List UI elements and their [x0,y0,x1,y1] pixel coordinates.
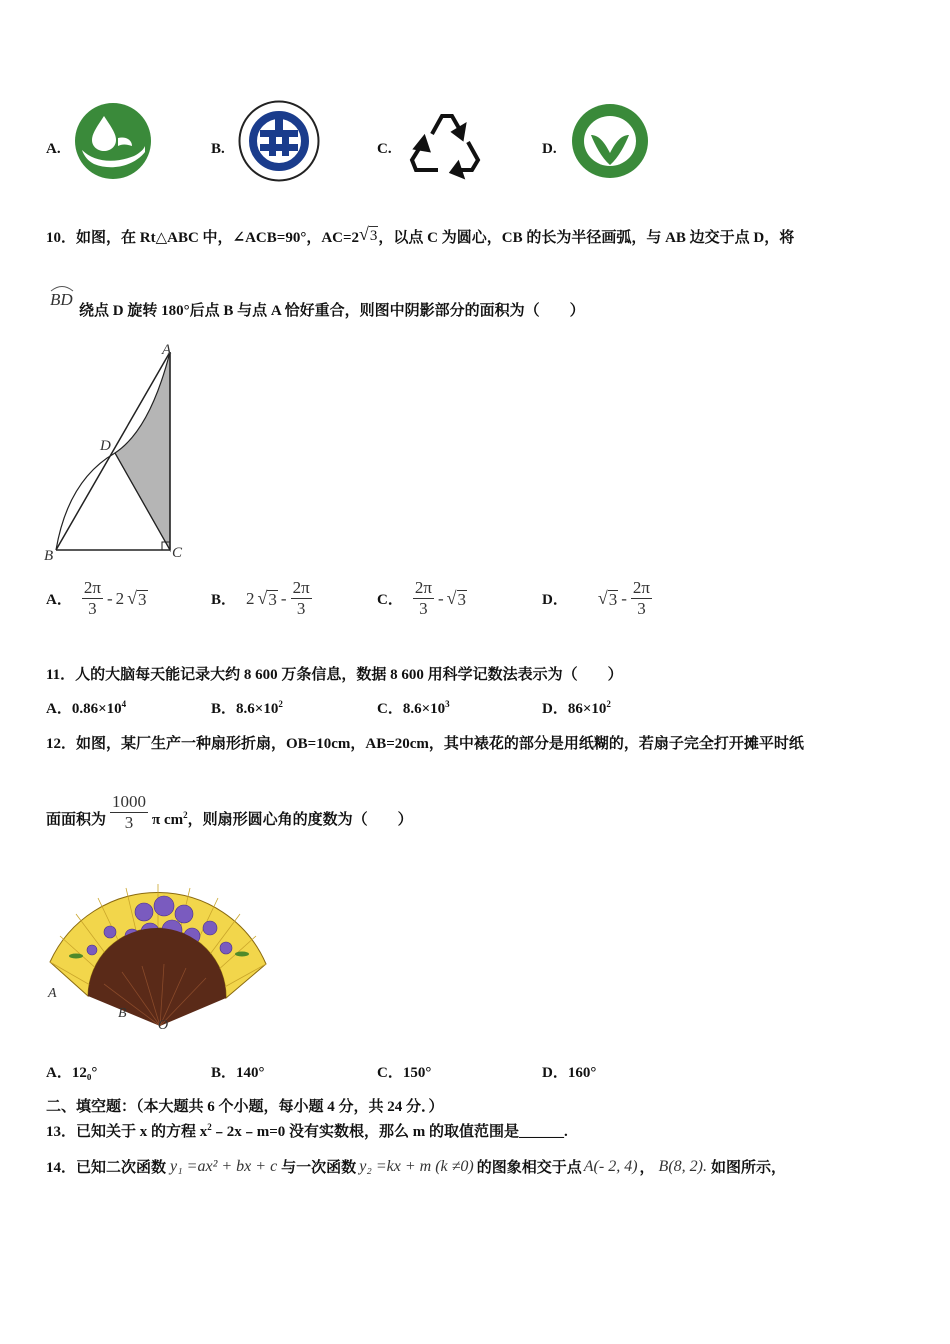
recycle-logo-icon [404,104,486,182]
q10-arc-label: BD [50,290,73,309]
q10-stem-line2: 绕点 D 旋转 180°后点 B 与点 A 恰好重合，则图中阴影部分的面积为（ ） [79,303,585,319]
q10-stem-prefix: 10．如图，在 Rt△ABC 中，∠ACB=90°，AC=2 [46,230,360,246]
railway-logo-icon [238,100,320,182]
q11-option-c[interactable]: C．$8.6\times 10^3$ [377,699,450,717]
section2-heading: 二、填空题：（本大题共 6 个小题，每小题 4 分，共 24 分．） [46,1099,444,1115]
q11-option-b[interactable]: B．$8.6\times 10^2$ [211,699,283,717]
q10-option-b-frac: $\frac{2\pi}{3}$ [292,578,310,618]
q10-stem-suffix: ，以点 C 为圆心，CB 的长为半径画弧，与 AB 边交于点 D，将 [378,230,795,246]
q14-stem: 14．已知二次函数 y₁ =ax² + bx + c 与一次函数 y₂ =kx + m (k ≠0) 的图象相交于点 A(- 2, 4) ， B(8, 2). 如图所示， [46,1157,786,1176]
q12-label-b: B [118,1006,127,1021]
q10-option-b[interactable]: B． 2 √ 3 - $\frac{2\pi}{3}$ [211,578,310,618]
q10-option-c[interactable]: C． $\frac{2\pi}{3}$ - √ 3 [377,578,466,618]
q9-option-a-label: A. [46,141,61,157]
q10-sqrt: √ 3 [359,224,378,244]
q12-fan-figure [46,884,270,1036]
q10-shaded-region [115,352,170,550]
q10-label-d: D [100,438,111,454]
q10-label-a: A [162,342,172,358]
q14-point-a: A(- 2, 4) [583,1157,638,1175]
q12-frac: $\frac{1000}{3}$ [112,792,147,832]
q9-option-d-label: D. [542,141,557,157]
q12-stem-line1: 12．如图，某厂生产一种扇形折扇，OB=10cm，AB=20cm，其中裱花的部分是用纸糊的，若扇子完全打开摊平时纸 [46,736,804,752]
q12-option-c[interactable]: C．150° [377,1065,432,1081]
q10-option-c-frac: $\frac{2\pi}{3}$ [414,578,432,618]
green-food-logo-icon [569,101,651,181]
q11-stem: 11．人的大脑每天能记录大约 8 600 万条信息，数据 8 600 用科学记数法表示为（ ） [46,667,623,683]
q10-option-d-frac: $\frac{2\pi}{3}$ [632,578,650,618]
q12-option-d[interactable]: D．160° [542,1065,597,1081]
q11-option-d[interactable]: D．$86\times 10^2$ [542,699,611,717]
q10-label-b: B [44,548,54,564]
q14-eq1: y₁ =ax² + bx + c [170,1157,278,1175]
q10-option-a-frac: $\frac{2\pi}{3}$ [83,578,101,618]
arc-symbol-icon [50,284,74,292]
q14-point-b: B(8, 2). [658,1157,707,1175]
q12-stem-line2: 面面积为 $\frac{1000}{3}$ π $cm^2$，则扇形圆心角的度数为（ ） [46,792,413,832]
q10-triangle-figure [40,340,200,568]
q9-option-c-label: C. [377,141,392,157]
q10-sqrt-arg: 3 [369,228,378,244]
q12-label-o: O [158,1018,169,1033]
q10-stem-line1 [46,224,794,247]
water-logo-icon [74,102,152,180]
q10-option-d[interactable]: D． √ 3 - $\frac{2\pi}{3}$ [542,578,650,618]
q10-arc-notation [50,290,73,310]
q12-option-a[interactable]: A．12₀° [46,1065,98,1081]
q14-eq2: y₂ =kx + m (k ≠0) [359,1157,474,1175]
q12-label-a: A [48,986,57,1001]
q9-option-b-label: B. [211,141,225,157]
q13-stem: 13．已知关于 x 的方程 $x^2﹣2x﹣m=0$ 没有实数根，那么 m 的取值范围是______. [46,1122,568,1140]
q10-option-a[interactable]: A． $\frac{2\pi}{3}$ - 2 √ 3 [46,578,147,618]
q10-label-c: C [172,545,183,561]
q12-option-b[interactable]: B．140° [211,1065,265,1081]
q11-option-a[interactable]: A．$0.86\times 10^4$ [46,699,127,717]
